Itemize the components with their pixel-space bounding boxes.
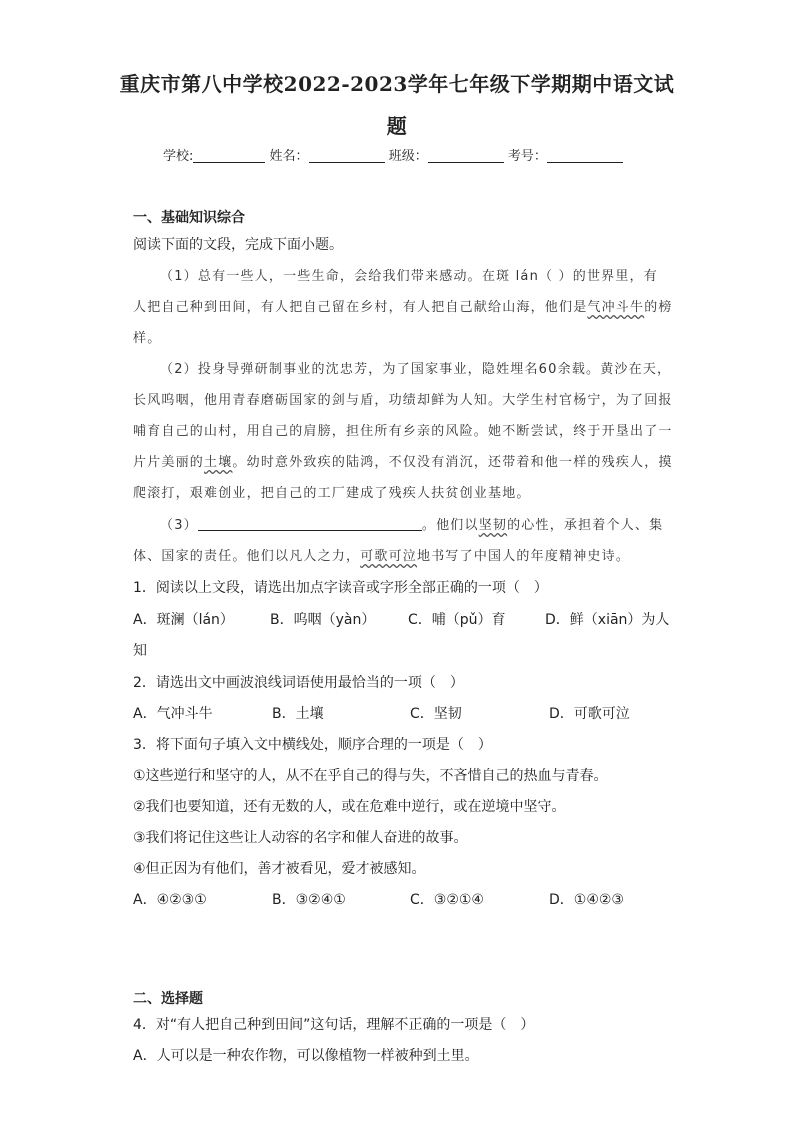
- passage-text: 人把自己种到田间，有人把自己留在乡村，有人把自己献给山海，他们是: [133, 300, 588, 315]
- q1-option-d-cont: 知: [133, 643, 147, 659]
- q2-option-c: C．坚韧: [410, 706, 462, 722]
- wavy-word-3: 坚韧: [478, 518, 508, 533]
- exam-title-line2: 题: [386, 114, 408, 138]
- q2-option-d: D．可歌可泣: [549, 706, 630, 722]
- passage2-line3: 哺育自己的山村，用自己的肩膀，担住所有乡亲的风险。她不断尝试，终于开垦出了一: [133, 424, 673, 439]
- q3-option-d: D．①④②③: [549, 892, 624, 908]
- q2-option-a: A．气冲斗牛: [133, 706, 213, 722]
- passage-text: 地书写了中国人的年度精神史诗。: [417, 549, 631, 564]
- passage-text: 体、国家的责任。他们以凡人之力，: [133, 549, 361, 564]
- passage3-line1: [160, 514, 663, 533]
- question1-stem: 1．阅读以上文段，请选出加点字读音或字形全部正确的一项（ ）: [133, 580, 548, 596]
- wavy-word-1: 气冲斗牛: [587, 300, 645, 315]
- number-label: 考号：: [507, 149, 547, 164]
- q1-option-b: B．呜咽（yàn）: [270, 612, 376, 628]
- q2-option-b: B．土壤: [272, 706, 324, 722]
- passage1-line1: （1）总有一些人，一些生命，会给我们带来感动。在斑 lán（ ）的世界里，有: [160, 269, 658, 284]
- passage-text: 。他们以: [421, 518, 479, 533]
- name-label: 姓名：: [269, 149, 309, 164]
- passage-text: 。幼时意外致疾的陆鸿，不仅没有消沉，还带着和他一样的残疾人，摸: [232, 455, 673, 470]
- q1-option-c: C．哺（pǔ）育: [408, 612, 506, 628]
- q3-sentence-4: ④但正因为有他们，善才被看见，爱才被感知。: [133, 861, 426, 877]
- name-blank: [309, 148, 385, 163]
- passage-text: 的心性，承担着个人、集: [507, 518, 664, 533]
- passage-text: 的榜: [644, 300, 673, 315]
- passage2-line5: 爬滚打，艰难创业，把自己的工厂建成了残疾人扶贫创业基地。: [133, 486, 531, 501]
- q3-option-a: A．④②③①: [133, 892, 207, 908]
- number-blank: [547, 148, 623, 163]
- section1-intro: 阅读下面的文段，完成下面小题。: [133, 237, 343, 253]
- question4-stem: 4．对“有人把自己种到田间”这句话，理解不正确的一项是（ ）: [133, 1017, 535, 1033]
- wavy-word-4: 可歌可泣: [360, 549, 418, 564]
- section2-heading: 二、选择题: [133, 991, 203, 1007]
- student-info-row: [163, 145, 623, 164]
- wavy-word-2: 土壤: [204, 455, 233, 470]
- q3-option-b: B．③②④①: [272, 892, 346, 908]
- passage-text: 片片美丽的: [133, 455, 205, 470]
- answer-blank: [198, 517, 422, 531]
- q3-sentence-3: ③我们将记住这些让人动容的名字和催人奋进的故事。: [133, 830, 468, 846]
- q1-option-d: D．鲜（xiān）为人: [545, 612, 670, 628]
- question3-stem: 3．将下面句子填入文中横线处，顺序合理的一项是（ ）: [133, 737, 492, 753]
- passage1-line2: [133, 296, 673, 315]
- class-label: 班级：: [388, 149, 428, 164]
- passage-text: （3）: [160, 518, 198, 533]
- passage3-line2: [133, 545, 630, 564]
- passage1-line3: 样。: [133, 331, 162, 346]
- q4-option-a: A．人可以是一种农作物，可以像植物一样被种到土里。: [133, 1048, 479, 1064]
- class-blank: [428, 148, 504, 163]
- passage2-line1: （2）投身导弹研制事业的沈忠芳，为了国家事业，隐姓埋名60余载。黄沙在天，: [160, 362, 672, 377]
- q3-option-c: C．③②①④: [410, 892, 484, 908]
- q1-option-a: A．斑澜（lán）: [133, 612, 234, 628]
- passage2-line4: [133, 451, 673, 470]
- q3-sentence-1: ①这些逆行和坚守的人，从不在乎自己的得与失，不吝惜自己的热血与青春。: [133, 768, 608, 784]
- question2-stem: 2．请选出文中画波浪线词语使用最恰当的一项（ ）: [133, 675, 464, 691]
- school-blank: [193, 148, 265, 163]
- section1-heading: 一、基础知识综合: [133, 210, 245, 226]
- school-label: 学校:: [163, 149, 194, 164]
- passage2-line2: 长风呜咽，他用青春磨砺国家的剑与盾，功绩却鲜为人知。大学生村官杨宁，为了回报: [133, 393, 673, 408]
- q3-sentence-2: ②我们也要知道，还有无数的人，或在危难中逆行，或在逆境中坚守。: [133, 799, 566, 815]
- exam-title-line1: 重庆市第八中学校2022-2023学年七年级下学期期中语文试: [119, 72, 675, 96]
